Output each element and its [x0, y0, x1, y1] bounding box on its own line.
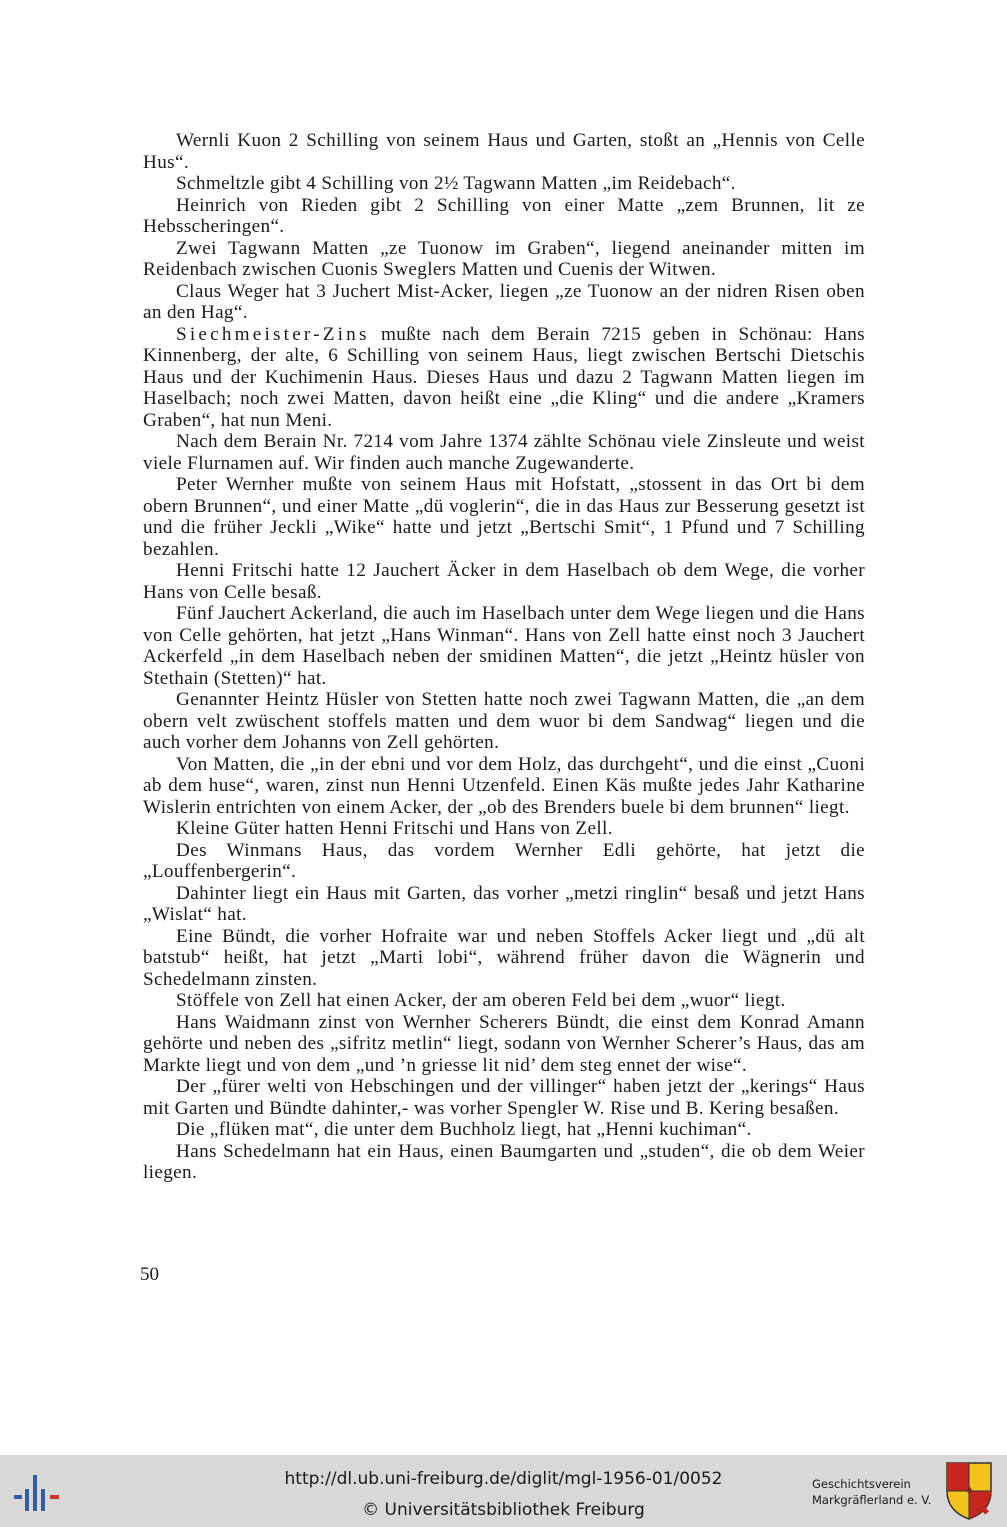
paragraph: Wernli Kuon 2 Schilling von seinem Haus und Garten, stoßt an „Hennis von Celle Hus“. [143, 130, 865, 173]
footer-bar [0, 1455, 1007, 1527]
paragraph: Fünf Jauchert Ackerland, die auch im Haselbach unter dem Wege liegen und die Hans von Celle gehörten, hat jetzt „Hans Winman“. Hans von Zell hatte einst noch 3 Jauchert Ackerfeld „in dem Haselbach neben der smidinen Matten“, die jetzt „Heintz hüsler von Stethain (Stetten)“ hat. [143, 603, 865, 689]
paragraph: Zwei Tagwann Matten „ze Tuonow im Graben“, liegend aneinander mitten im Reidenbach zwischen Cuonis Sweglers Matten und Cuenis der Witwen. [143, 237, 865, 280]
paragraph: Stöffele von Zell hat einen Acker, der am oberen Feld bei dem „wuor“ liegt. [176, 990, 786, 1011]
paragraph: Nach dem Berain Nr. 7214 vom Jahre 1374 zählte Schönau viele Zinsleute und weist viele Flurnamen auf. Wir finden auch manche Zugewanderte. [143, 431, 865, 474]
spaced-heading: Siechmeister-Zins [176, 323, 370, 345]
page-number: 50 [140, 1264, 159, 1285]
footer-url-link[interactable]: http://dl.ub.uni-freiburg.de/diglit/mgl-1956-01/0052 [284, 1469, 723, 1489]
paragraph [143, 324, 865, 432]
paragraph: Schmeltzle gibt 4 Schilling von 2½ Tagwann Matten „im Reidebach“. [176, 173, 736, 194]
paragraph: Peter Wernher mußte von seinem Haus mit Hofstatt, „stossent in das Ort bi dem obern Brunnen“, und einer Matte „dü voglerin“, die in das Haus zur Besserung gesetzt ist und die früher Jeckli „Wike“ hatte und jetzt „Bertschi Smit“, 1 Pfund und 7 Schilling bezahlen. [143, 474, 865, 560]
page-text [143, 130, 865, 1184]
org-name-line1: Geschichtsverein [812, 1477, 911, 1491]
paragraph: Des Winmans Haus, das vordem Wernher Edli gehörte, hat jetzt die „Louffenbergerin“. [143, 839, 865, 882]
paragraph: Hans Schedelmann hat ein Haus, einen Baumgarten und „studen“, die ob dem Weier liegen. [143, 1140, 865, 1183]
paragraph: Hans Waidmann zinst von Wernher Scherers Bündt, die einst dem Konrad Amann gehörte und neben des „sifritz metlin“ liegt, sodann von Wernher Scherer’s Haus, das am Markte liegt und von dem „und ’n griesse lit nid’ dem steg ennet der wise“. [143, 1011, 865, 1076]
paragraph: Dahinter liegt ein Haus mit Garten, das vorher „metzi ringlin“ besaß und jetzt Hans „Wislat“ hat. [143, 882, 865, 925]
paragraph: Eine Bündt, die vorher Hofraite war und neben Stoffels Acker liegt und „dü alt batstub“ heißt, hat jetzt „Marti lobi“, während früher davon die Wägnerin und Schedelmann zinsten. [143, 925, 865, 990]
paragraph: Genannter Heintz Hüsler von Stetten hatte noch zwei Tagwann Matten, die „an dem obern velt zwüschent stoffels matten und dem wuor bi dem Sandwag“ liegen und die auch vorher dem Johanns von Zell gehörten. [143, 689, 865, 753]
coat-of-arms-icon [945, 1461, 993, 1521]
paragraph: Die „flüken mat“, die unter dem Buchholz liegt, hat „Henni kuchiman“. [176, 1119, 752, 1140]
footer-copyright: © Universitätsbibliothek Freiburg [362, 1500, 645, 1520]
paragraph: Claus Weger hat 3 Juchert Mist-Acker, liegen „ze Tuonow an der nidren Risen oben an den Hag“. [143, 280, 865, 323]
paragraph: Heinrich von Rieden gibt 2 Schilling von einer Matte „zem Brunnen, lit ze Hebsscheringen“. [143, 194, 865, 237]
paragraph: Henni Fritschi hatte 12 Jauchert Äcker in dem Haselbach ob dem Wege, die vorher Hans von Celle besaß. [143, 560, 865, 603]
paragraph-text: mußte nach dem Berain 7215 geben in Schönau: Hans Kinnenberg, der alte, 6 Schilling von seinem Haus, liegt zwischen Bertschi Dietschis Haus und der Kuchimenin Haus. Dieses Haus und dazu 2 Tagwann Matten liegen im Haselbach; noch zwei Matten, davon heißt eine „die Kling“ und die andere „Kramers Graben“, hat nun Meni. [143, 323, 865, 431]
paragraph: Kleine Güter hatten Henni Fritschi und Hans von Zell. [176, 818, 613, 839]
paragraph: Von Matten, die „in der ebni und vor dem Holz, das durchgeht“, und die einst „Cuoni ab dem huse“, waren, zinst nun Henni Utzenfeld. Einen Käs mußte jedes Jahr Katharine Wislerin entrichten von einem Acker, der „ob des Brenders buele bi dem brunnen“ liegt. [143, 753, 865, 818]
org-name-line2: Markgräflerland e. V. [812, 1493, 932, 1507]
paragraph: Der „fürer welti von Hebschingen und der villinger“ haben jetzt der „kerings“ Haus mit Garten und Bündte dahinter,- was vorher Spengler W. Rise und B. Kering besaßen. [143, 1076, 865, 1119]
footer-organization [812, 1476, 931, 1508]
